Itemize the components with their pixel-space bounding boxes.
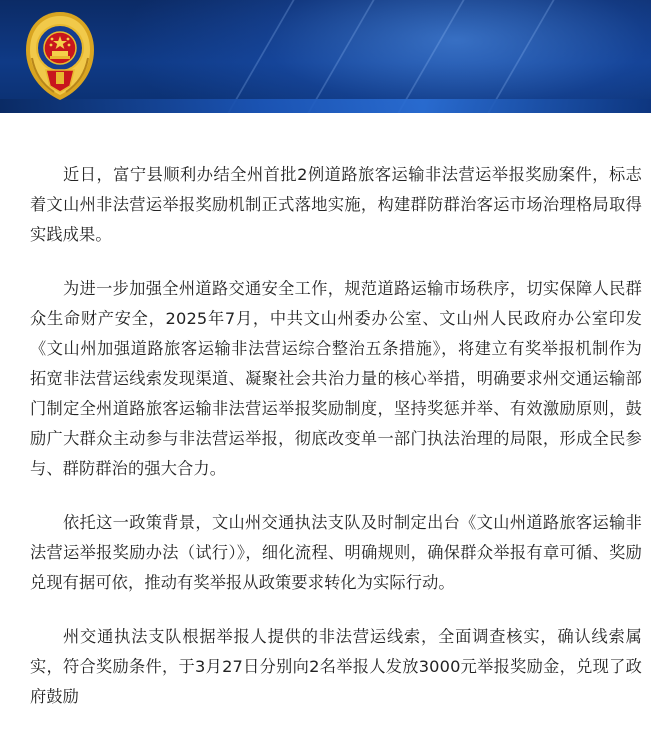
article-paragraph: 为进一步加强全州道路交通安全工作，规范道路运输市场秩序，切实保障人民群众生命财产安全，2025年7月，中共文山州委办公室、文山州人民政府办公室印发《文山州加强道路旅客运输非法营运综合整治五条措施》，将建立有奖举报机制作为拓宽非法营运线索发现渠道、凝聚社会共治力量的核心举措，明确要求州交通运输部门制定全州道路旅客运输非法营运举报奖励制度，坚持奖惩并举、有效激励原则，鼓励广大群众主动参与非法营运举报，彻底改变单一部门执法治理的局限，形成全民参与、群防群治的强大合力。 — [30, 279, 642, 478]
article-paragraph: 州交通执法支队根据举报人提供的非法营运线索，全面调查核实，确认线索属实，符合奖励条件，于3月27日分别向2名举报人发放3000元举报奖励金，兑现了政府鼓励 — [30, 627, 642, 706]
article-body — [30, 160, 642, 736]
header-banner — [0, 0, 651, 113]
article-paragraph: 近日，富宁县顺利办结全州首批2例道路旅客运输非法营运举报奖励案件，标志着文山州非法营运举报奖励机制正式落地实施，构建群防群治客运市场治理格局取得实践成果。 — [30, 165, 642, 244]
banner-glow — [120, 0, 651, 113]
police-emblem-icon — [22, 8, 98, 104]
article-paragraph: 依托这一政策背景，文山州交通执法支队及时制定出台《文山州道路旅客运输非法营运举报奖励办法（试行）》，细化流程、明确规则，确保群众举报有章可循、奖励兑现有据可依，推动有奖举报从政策要求转化为实际行动。 — [30, 513, 642, 592]
